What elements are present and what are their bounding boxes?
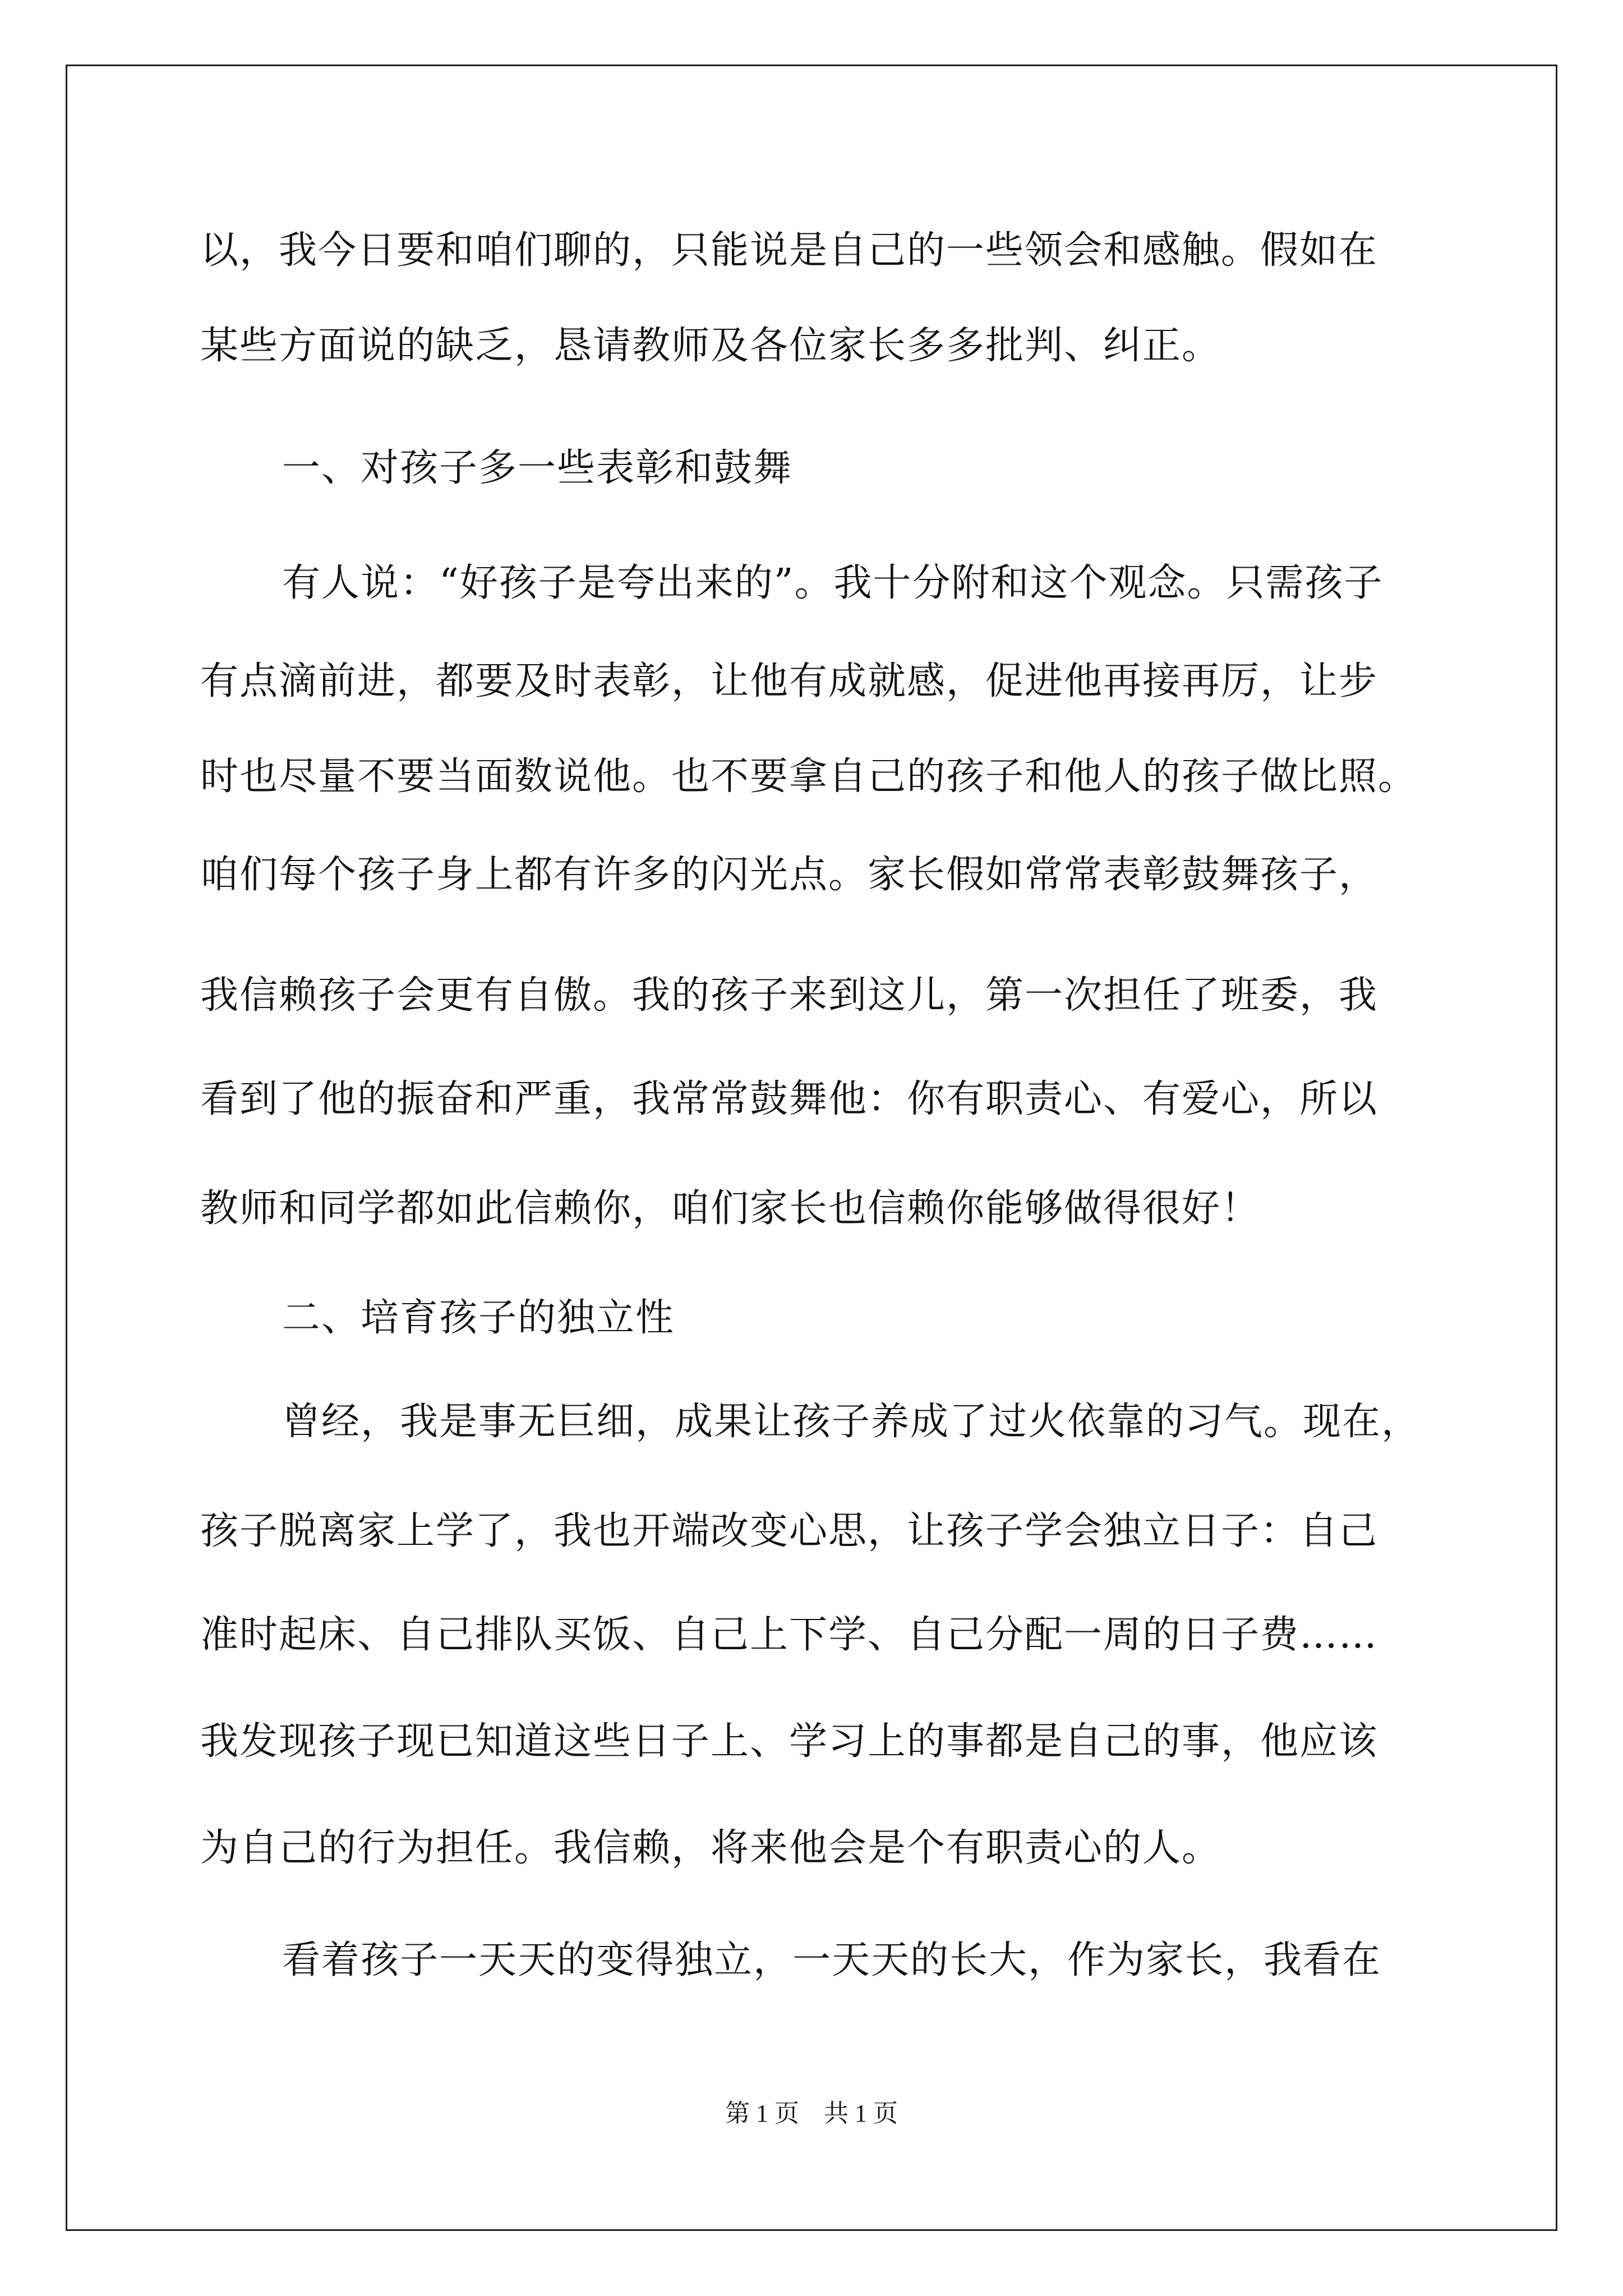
paragraph-line: 为自己的行为担任。我信赖，将来他会是个有职责心的人。	[200, 1826, 1221, 1870]
page-number-footer: 第 1 页 共 1 页	[725, 2100, 898, 2127]
paragraph-line: 曾经，我是事无巨细，成果让孩子养成了过火依靠的习气。现在，	[282, 1400, 1421, 1444]
paragraph-line: 我信赖孩子会更有自傲。我的孩子来到这儿，第一次担任了班委，我	[200, 973, 1378, 1018]
paragraph-line: 咱们每个孩子身上都有许多的闪光点。家长假如常常表彰鼓舞孩子，	[200, 853, 1378, 897]
section-heading: 二、培育孩子的独立性	[282, 1296, 675, 1340]
section-heading: 一、对孩子多一些表彰和鼓舞	[282, 446, 793, 490]
paragraph-line: 有人说：“好孩子是夸出来的”。我十分附和这个观念。只需孩子	[282, 561, 1384, 605]
paragraph-line: 时也尽量不要当面数说他。也不要拿自己的孩子和他人的孩子做比照。	[200, 754, 1418, 799]
paragraph-line: 有点滴前进，都要及时表彰，让他有成就感，促进他再接再厉，让步	[200, 659, 1378, 703]
paragraph-line: 看着孩子一天天的变得独立，一天天的长大，作为家长，我看在	[282, 1938, 1382, 1982]
paragraph-line: 孩子脱离家上学了，我也开端改变心思，让孩子学会独立日子：自己	[200, 1509, 1378, 1553]
paragraph-line: 以，我今日要和咱们聊的，只能说是自己的一些领会和感触。假如在	[200, 228, 1378, 273]
paragraph-line: 我发现孩子现已知道这些日子上、学习上的事都是自己的事，他应该	[200, 1719, 1378, 1764]
paragraph-line: 教师和同学都如此信赖你，咱们家长也信赖你能够做得很好！	[200, 1186, 1261, 1231]
paragraph-line: 准时起床、自己排队买饭、自己上下学、自己分配一周的日子费……	[200, 1613, 1378, 1657]
paragraph-line: 看到了他的振奋和严重，我常常鼓舞他：你有职责心、有爱心，所以	[200, 1077, 1378, 1121]
page-border	[66, 65, 1557, 2231]
paragraph-line: 某些方面说的缺乏，恳请教师及各位家长多多批判、纠正。	[200, 324, 1221, 368]
